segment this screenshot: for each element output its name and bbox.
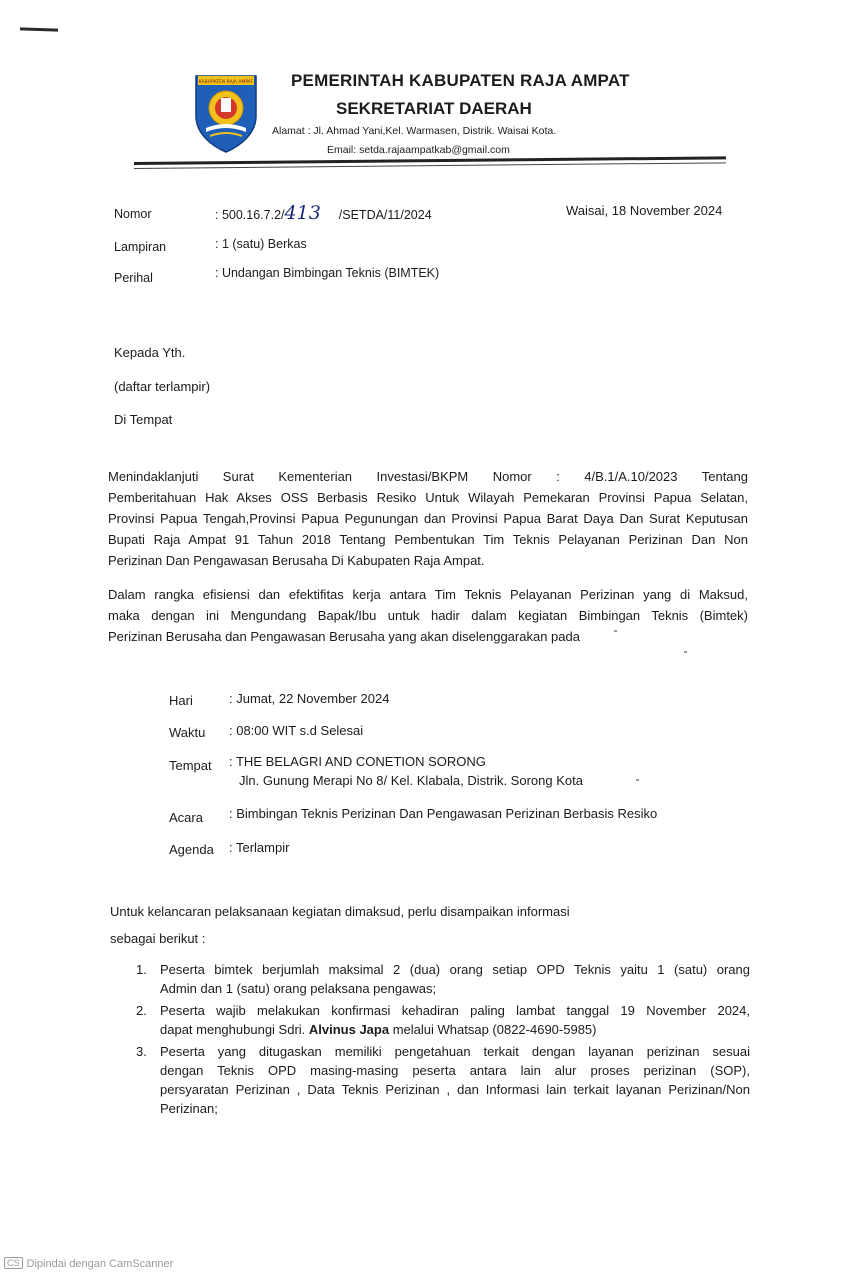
list-item-line: Peserta bimtek berjumlah maksimal 2 (dua) orang setiap OPD Teknis yaitu 1 (satu) orang xyxy=(160,962,750,977)
letterhead-email: Email: setda.rajaampatkab@gmail.com xyxy=(327,144,510,156)
letterhead-subtitle: SEKRETARIAT DAERAH xyxy=(336,99,532,118)
nomor-suffix: /SETDA/11/2024 xyxy=(338,208,432,222)
contact-prefix: dapat menghubungi Sdri. xyxy=(160,1022,309,1037)
info-line-2: sebagai berikut : xyxy=(110,931,206,946)
agenda-label: Agenda xyxy=(169,842,214,857)
list-item xyxy=(160,1001,750,1039)
list-item-line: Peserta wajib melakukan konfirmasi kehadiran paling lambat tanggal 19 November 2024, xyxy=(160,1003,750,1018)
paragraph-line: Perizinan Berusaha dan Pengawasan Berusaha yang akan diselenggarakan pada xyxy=(108,629,580,644)
scan-mark xyxy=(20,27,58,31)
letterhead-address: Alamat : Jl. Ahmad Yani,Kel. Warmasen, Distrik. Waisai Kota. xyxy=(272,125,557,137)
list-item-line: persyaratan Perizinan , Data Teknis Perizinan , dan Informasi lain terkait layanan Perizinan/Non xyxy=(160,1082,750,1097)
recipient-line-1: Kepada Yth. xyxy=(114,345,186,360)
info-line-1: Untuk kelancaran pelaksanaan kegiatan dimaksud, perlu disampaikan informasi xyxy=(110,904,570,919)
paragraph-line: Provinsi Papua Tengah,Provinsi Papua Pegunungan dan Provinsi Papua Barat Daya Dan Surat Keputusan xyxy=(108,511,748,526)
list-item xyxy=(160,1042,750,1118)
hari-value: : Jumat, 22 November 2024 xyxy=(229,691,390,706)
perihal-label: Perihal xyxy=(114,271,153,285)
raja-ampat-emblem-icon xyxy=(190,70,262,154)
camscanner-icon: CS xyxy=(4,1257,23,1269)
waktu-label: Waktu xyxy=(169,725,206,740)
agenda-value: : Terlampir xyxy=(229,840,290,855)
recipient-line-3: Di Tempat xyxy=(114,412,173,427)
emblem-text: KABUPATEN RAJA AMPAT xyxy=(198,80,254,85)
lampiran-label: Lampiran xyxy=(114,240,167,254)
tempat-label: Tempat xyxy=(169,758,212,773)
list-item-line xyxy=(160,1020,750,1039)
watermark-text: Dipindai dengan CamScanner xyxy=(26,1258,174,1270)
list-item-line: Perizinan; xyxy=(160,1101,218,1116)
paragraph-line: maka dengan ini Mengundang Bapak/Ibu untuk hadir dalam kegiatan Bimbingan Teknis (Bimtek) xyxy=(108,608,748,623)
contact-suffix: melalui Whatsap (0822-4690-5985) xyxy=(389,1022,597,1037)
paragraph-line: Menindaklanjuti Surat Kementerian Investasi/BKPM Nomor : 4/B.1/A.10/2023 Tentang xyxy=(108,469,748,484)
paragraph-line: Dalam rangka efisiensi dan efektifitas kerja antara Tim Teknis Pelayanan Perizinan yang di Maksud, xyxy=(108,587,748,602)
scan-speck xyxy=(684,651,687,653)
list-item xyxy=(160,960,750,998)
tempat-address: Jln. Gunung Merapi No 8/ Kel. Klabala, Distrik. Sorong Kota xyxy=(239,773,583,788)
scanner-watermark xyxy=(4,1257,173,1270)
nomor-value xyxy=(215,202,432,224)
acara-value: : Bimbingan Teknis Perizinan Dan Pengawasan Perizinan Berbasis Resiko xyxy=(229,806,658,821)
scan-speck xyxy=(636,779,639,781)
recipient-line-2: (daftar terlampir) xyxy=(114,379,211,394)
acara-label: Acara xyxy=(169,810,203,825)
body-paragraph-1 xyxy=(108,466,748,571)
list-item-line: Admin dan 1 (satu) orang pelaksana pengawas; xyxy=(160,981,437,996)
scan-speck xyxy=(614,630,617,632)
paragraph-line: Pemberitahuan Hak Akses OSS Berbasis Resiko Untuk Wilayah Pemekaran Provinsi Papua Selatan, xyxy=(108,490,748,505)
list-item-line: dengan Teknis OPD masing-masing peserta antara lain alur proses perizinan (SOP), xyxy=(160,1063,750,1078)
list-item-line: Peserta yang ditugaskan memiliki pengetahuan terkait dengan layanan perizinan sesuai xyxy=(160,1044,750,1059)
body-paragraph-2 xyxy=(108,584,748,647)
nomor-handwritten: 413 xyxy=(284,202,321,224)
tempat-value: : THE BELAGRI AND CONETION SORONG xyxy=(229,754,486,769)
lampiran-value: : 1 (satu) Berkas xyxy=(215,237,307,251)
list-number: 3. xyxy=(136,1044,147,1059)
letter-date: Waisai, 18 November 2024 xyxy=(566,203,723,218)
paragraph-line: Perizinan Dan Pengawasan Berusaha Di Kabupaten Raja Ampat. xyxy=(108,553,485,568)
nomor-label: Nomor xyxy=(114,207,152,221)
waktu-value: : 08:00 WIT s.d Selesai xyxy=(229,723,364,738)
letterhead-title: PEMERINTAH KABUPATEN RAJA AMPAT xyxy=(291,71,630,90)
list-number: 2. xyxy=(136,1003,147,1018)
perihal-value: : Undangan Bimbingan Teknis (BIMTEK) xyxy=(215,266,440,280)
paragraph-line: Bupati Raja Ampat 91 Tahun 2018 Tentang Pembentukan Tim Teknis Pelayanan Perizinan Dan Non xyxy=(108,532,748,547)
nomor-prefix: : 500.16.7.2/ xyxy=(215,208,285,222)
list-number: 1. xyxy=(136,962,147,977)
contact-name: Alvinus Japa xyxy=(308,1022,390,1037)
hari-label: Hari xyxy=(169,693,193,708)
